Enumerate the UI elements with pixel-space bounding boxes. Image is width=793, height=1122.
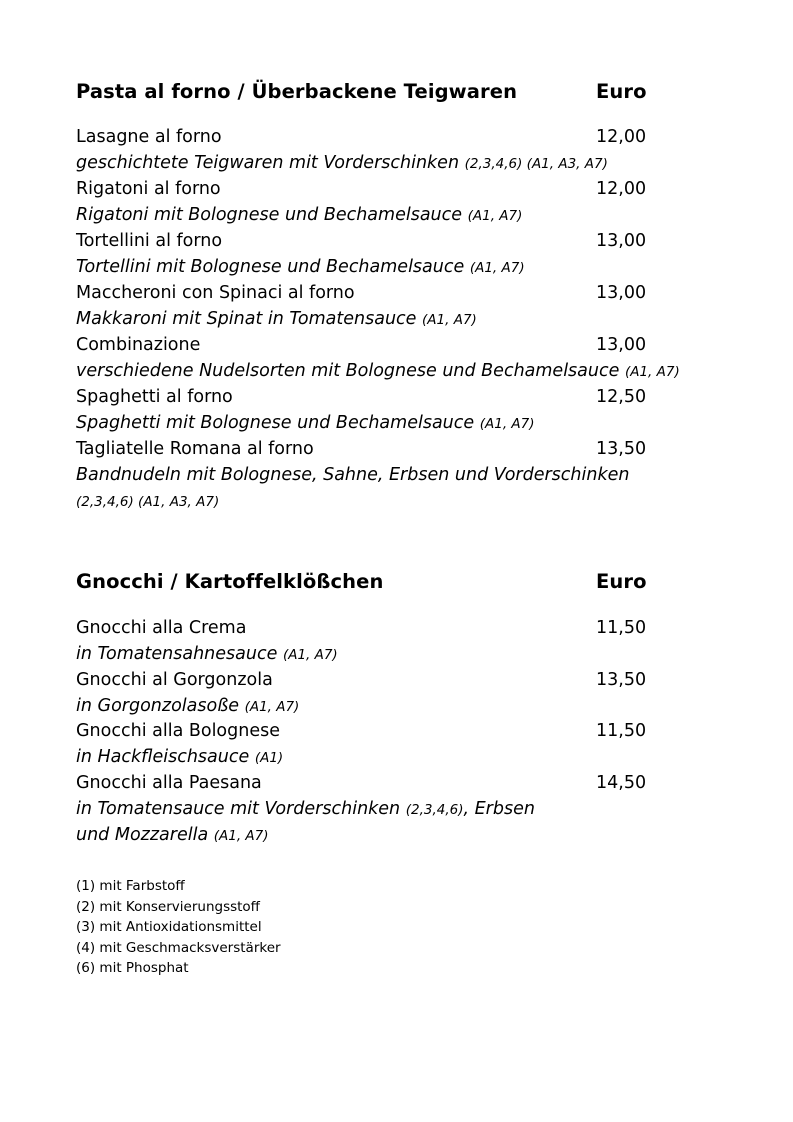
item-description-cont: und Mozzarella (A1, A7) — [76, 825, 269, 845]
item-price: 12,00 — [596, 127, 647, 147]
item-name: Spaghetti al forno — [76, 387, 233, 407]
menu-item-tagliatelle — [76, 439, 776, 463]
item-name: Lasagne al forno — [76, 127, 222, 147]
item-price: 14,50 — [596, 773, 647, 793]
item-price: 13,00 — [596, 335, 647, 355]
footnote: (4) mit Geschmacksverstärker — [76, 939, 281, 956]
allergen-codes: (A1, A7) — [244, 699, 300, 715]
item-description: Tortellini mit Bolognese und Bechamelsauce (A1, A7) — [76, 257, 525, 277]
pasta-currency-label: Euro — [596, 80, 647, 103]
item-description: in Tomatensauce mit Vorderschinken (2,3,4,6), Erbsen — [76, 799, 535, 819]
allergen-codes: (2,3,4,6) (A1, A3, A7) — [464, 156, 608, 172]
item-description: Spaghetti mit Bolognese und Bechamelsauce (A1, A7) — [76, 413, 535, 433]
gnocchi-section-title: Gnocchi / Kartoffelklößchen — [76, 570, 384, 593]
allergen-codes: (A1) — [254, 750, 284, 766]
allergen-codes: (A1, A7) — [624, 364, 680, 380]
gnocchi-currency-label: Euro — [596, 570, 647, 593]
allergen-codes: (A1, A7) — [469, 260, 525, 276]
allergen-codes: (A1, A7) — [467, 208, 523, 224]
footnote: (2) mit Konservierungsstoff — [76, 898, 260, 915]
item-price: 11,50 — [596, 618, 647, 638]
item-description: geschichtete Teigwaren mit Vorderschinken (2,3,4,6) (A1, A3, A7) — [76, 153, 608, 173]
item-price: 13,00 — [596, 283, 647, 303]
item-price: 13,00 — [596, 231, 647, 251]
menu-item-combinazione — [76, 335, 776, 359]
allergen-codes: (2,3,4,6) (A1, A3, A7) — [76, 494, 220, 510]
item-name: Gnocchi al Gorgonzola — [76, 670, 273, 690]
item-description: verschiedene Nudelsorten mit Bolognese und Bechamelsauce (A1, A7) — [76, 361, 680, 381]
allergen-codes: (A1, A7) — [213, 828, 269, 844]
item-name: Tortellini al forno — [76, 231, 223, 251]
pasta-section-title: Pasta al forno / Überbackene Teigwaren — [76, 80, 518, 103]
item-description: in Gorgonzolasoße (A1, A7) — [76, 696, 300, 716]
menu-item-rigatoni — [76, 179, 776, 203]
menu-item-tortellini — [76, 231, 776, 255]
allergen-codes: (A1, A7) — [282, 647, 338, 663]
item-price: 13,50 — [596, 439, 647, 459]
item-description: in Tomatensahnesauce (A1, A7) — [76, 644, 338, 664]
footnote: (6) mit Phosphat — [76, 960, 189, 977]
item-price: 13,50 — [596, 670, 647, 690]
menu-item-lasagne — [76, 127, 776, 151]
item-description: Rigatoni mit Bolognese und Bechamelsauce (A1, A7) — [76, 205, 523, 225]
menu-item-gnocchi-paesana — [76, 773, 776, 797]
allergen-codes: (A1, A7) — [422, 312, 477, 328]
menu-item-gnocchi-bolognese — [76, 721, 776, 745]
item-price: 12,00 — [596, 179, 647, 199]
item-name: Rigatoni al forno — [76, 179, 221, 199]
item-price: 11,50 — [596, 721, 647, 741]
footnote: (1) mit Farbstoff — [76, 878, 185, 894]
item-name: Maccheroni con Spinaci al forno — [76, 283, 355, 303]
item-description: Bandnudeln mit Bolognese, Sahne, Erbsen und Vorderschinken — [76, 465, 630, 485]
allergen-codes: (A1, A7) — [479, 416, 535, 432]
footnote: (3) mit Antioxidationsmittel — [76, 919, 262, 936]
menu-item-maccheroni — [76, 283, 776, 307]
allergen-footnotes — [76, 876, 281, 979]
menu-item-gnocchi-crema — [76, 618, 776, 642]
item-name: Tagliatelle Romana al forno — [76, 439, 314, 459]
item-name: Combinazione — [76, 335, 201, 355]
item-description-cont — [76, 491, 219, 515]
item-description: Makkaroni mit Spinat in Tomatensauce (A1, A7) — [76, 309, 477, 329]
item-name: Gnocchi alla Crema — [76, 618, 247, 638]
item-price: 12,50 — [596, 387, 647, 407]
menu-item-gnocchi-gorgonzola — [76, 670, 776, 694]
item-name: Gnocchi alla Paesana — [76, 773, 262, 793]
item-description: in Hackfleischsauce (A1) — [76, 747, 284, 767]
gnocchi-section-header — [76, 570, 776, 596]
menu-item-spaghetti — [76, 387, 776, 411]
pasta-section-header — [76, 80, 776, 106]
item-name: Gnocchi alla Bolognese — [76, 721, 280, 741]
allergen-codes: (2,3,4,6) — [405, 802, 464, 818]
